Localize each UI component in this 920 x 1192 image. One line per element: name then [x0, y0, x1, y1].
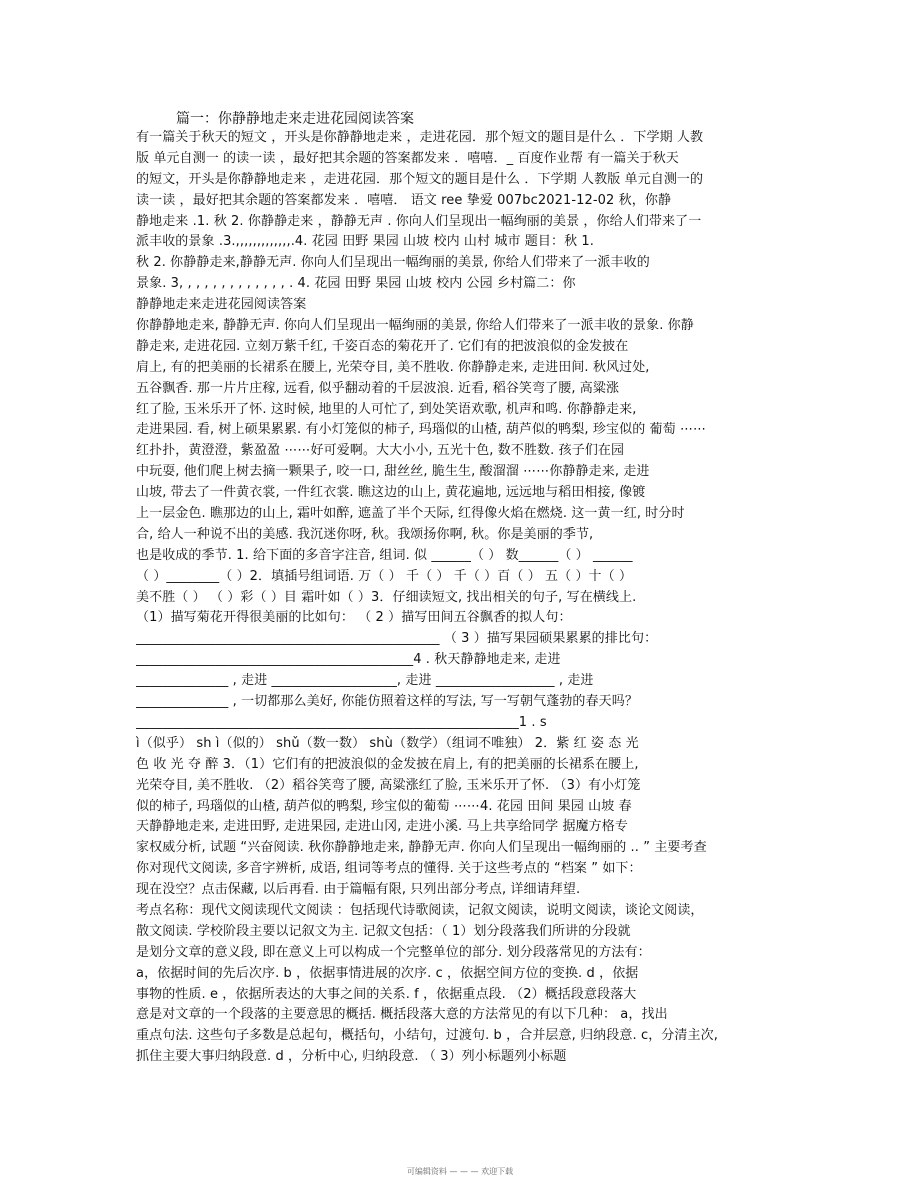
- text-line: 家权威分析, 试题 “兴奋阅读. 秋你静静地走来, 静静无声. 你向人们呈现出一幅绚丽的 .. ” 主要考查: [136, 840, 707, 856]
- text-line: 派丰收的景象 .3.,,,,,,,,,,,,,.4. 花园 田野 果园 山坡 校内 山村 城市 题目：秋 1.: [136, 234, 595, 250]
- document-body: [136, 128, 788, 1068]
- text-line: 肩上, 有的把美丽的长裙系在腰上, 光荣夺目, 美不胜收. 你静静走来, 走进田间. 秋风过处,: [136, 359, 650, 375]
- text-line: （ ）________（ ）2．填插号组词语. 万（ ） 千（ ） 千（ ）百（ ） 五（ ）十（ ）: [136, 568, 633, 584]
- text-line: 山坡, 带去了一件黄衣裳, 一件红衣裳. 瞧这边的山上, 黄花遍地, 远远地与稻田相接, 像镀: [136, 485, 646, 501]
- text-line: 散文阅读. 学校阶段主要以记叙文为主. 记叙文包括：（ 1）划分段落我们所讲的分段就: [136, 923, 631, 939]
- text-line: （1）描写菊花开得很美丽的比如句： （ 2 ）描写田间五谷飘香的拟人句：: [136, 610, 572, 626]
- text-line: 考点名称：现代文阅读现代文阅读 ：包括现代诗歌阅读，记叙文阅读，说明文阅读，谈论文阅读，: [136, 902, 704, 918]
- text-line: 景象. 3, , , , , , , , , , , , , . 4. 花园 田野 果园 山坡 校内 公园 乡村篇二：你: [136, 276, 576, 292]
- document-title: 篇一：你静静地走来走进花园阅读答案: [176, 111, 414, 127]
- text-line: ______________________________________________ （ 3 ）描写果园硕果累累的排比句：: [136, 631, 658, 647]
- text-line: 现在没空？点击保藏, 以后再看. 由于篇幅有限, 只列出部分考点, 详细请拜望.: [136, 882, 581, 898]
- text-line: a，依据时间的先后次序. b ，依据事情进展的次序. c ，依据空间方位的变换. d ，依据: [136, 965, 639, 981]
- text-line: 红了脸, 玉米乐开了怀. 这时候, 地里的人可忙了, 到处笑语欢歌, 机声和鸣. 你静静走来,: [136, 401, 637, 417]
- text-line: 静地走来 .1. 秋 2. 你静静走来 ，静静无声 . 你向人们呈现出一幅绚丽的美景 ，你给人们带来了一: [136, 213, 702, 229]
- text-line: 红扑扑，黄澄澄，紫盈盈 ⋯⋯好可爱啊。大大小小, 五光十色, 数不胜数. 孩子们在园: [136, 443, 625, 459]
- text-line: 合, 给人一种说不出的美感. 我沉迷你呀, 秋。我颂扬你啊, 秋。你是美丽的季节,: [136, 526, 594, 542]
- text-line: 天静静地走来, 走进田野, 走进果园, 走进山冈, 走进小溪. 马上共享给同学 据魔方格专: [136, 819, 628, 835]
- text-line: 也是收成的季节. 1. 给下面的多音字注音, 组词. 似 ______（ ） 数______（ ） ______: [136, 547, 633, 563]
- text-line: 是划分文章的意义段, 即在意义上可以构成一个完整单位的部分. 划分段落常见的方法有：: [136, 944, 651, 960]
- text-line: 重点句法. 这些句子多数是总起句，概括句，小结句，过渡句. b ，合并层意, 归纳段意. c，分清主次,: [136, 1028, 718, 1044]
- text-line: __________________________________________4 . 秋天静静地走来, 走进: [136, 652, 561, 668]
- text-line: 光荣夺目, 美不胜收. （2）稻谷笑弯了腰, 高粱涨红了脸, 玉米乐开了怀. （3）有小灯笼: [136, 777, 641, 793]
- text-line: ______________ , 走进 ___________________, 走进 __________________ , 走进: [136, 673, 594, 689]
- text-line: 读一读 ，最好把其余题的答案都发来 ．嘻嘻． 语文 ree 挚爱 007bc2021-12-02 秋，你静: [136, 192, 672, 208]
- text-line: 你对现代文阅读, 多音字辨析, 成语, 组词等考点的懂得. 关于这些考点的 “档案 ” 如下：: [136, 861, 642, 877]
- text-line: 的短文，开头是你静静地走来 ，走进花园．那个短文的题目是什么 ．下学期 人教版 单元自测一的: [136, 171, 704, 187]
- text-line: ______________ , 一切都那么美好, 你能仿照着这样的写法, 写一写朝气蓬勃的春天吗？: [136, 694, 638, 710]
- text-line: 静静地走来走进花园阅读答案: [136, 297, 307, 313]
- text-line: 五谷飘香. 那一片片庄稼, 远看, 似乎翻动着的千层波浪. 近看, 稻谷笑弯了腰, 高粱涨: [136, 380, 620, 396]
- text-line: 色 收 光 夺 醉 3．（1）它们有的把波浪似的金发披在肩上, 有的把美丽的长裙系在腰上,: [136, 756, 639, 772]
- text-line: 你静静地走来, 静静无声. 你向人们呈现出一幅绚丽的美景, 你给人们带来了一派丰收的景象. 你静: [136, 318, 694, 334]
- text-line: 上一层金色. 瞧那边的山上, 霜叶如醉, 遮盖了半个天际, 红得像火焰在燃烧. 这一黄一红, 时分时: [136, 506, 685, 522]
- text-line: 似的柿子, 玛瑙似的山楂, 葫芦似的鸭梨, 珍宝似的葡萄 ⋯⋯4. 花园 田间 果园 山坡 春: [136, 798, 632, 814]
- page-footer: 可编辑资料 — — — 欢迎下载: [406, 1167, 514, 1176]
- text-line: 抓住主要大事归纳段意. d ，分析中心, 归纳段意. （ 3）列小标题列小标题: [136, 1049, 567, 1065]
- text-line: __________________________________________________________1 . s: [136, 714, 547, 730]
- text-line: 事物的性质. e ，依据所表达的大事之间的关系. f ，依据重点段. （2）概括段意段落大: [136, 986, 637, 1002]
- text-line: 美不胜（ ） （ ）彩（ ）目 霜叶如（ ）3．仔细读短文, 找出相关的句子, 写在横线上.: [136, 589, 637, 605]
- text-line: 走进果园. 看, 树上硕果累累. 有小灯笼似的柿子, 玛瑙似的山楂, 葫芦似的鸭梨, 珍宝似的 葡萄 ⋯⋯: [136, 422, 707, 438]
- text-line: 有一篇关于秋天的短文 ，开头是你静静地走来 ，走进花园．那个短文的题目是什么 ．下学期 人教: [136, 130, 704, 145]
- text-line: 版 单元自测一 的读一读 ，最好把其余题的答案都发来 ．嘻嘻．_ 百度作业帮 有一篇关于秋天: [136, 150, 679, 166]
- text-line: ì（似乎） sh ì（似的） shǔ（数一数） shù（数学）（组词不唯独） 2．紫 红 姿 态 光: [136, 735, 639, 751]
- text-line: 中玩耍, 他们爬上树去摘一颗果子, 咬一口, 甜丝丝, 脆生生, 酸溜溜 ⋯⋯你静静走来, 走进: [136, 464, 650, 480]
- text-line: 意是对文章的一个段落的主要意思的概括. 概括段落大意的方法常见的有以下几种： a，找出: [136, 1007, 668, 1023]
- text-line: 秋 2. 你静静走来,静静无声. 你向人们呈现出一幅绚丽的美景, 你给人们带来了一派丰收的: [136, 255, 650, 271]
- text-line: 静走来, 走进花园. 立刻万紫千红, 千姿百态的菊花开了. 它们有的把波浪似的金发披在: [136, 338, 629, 354]
